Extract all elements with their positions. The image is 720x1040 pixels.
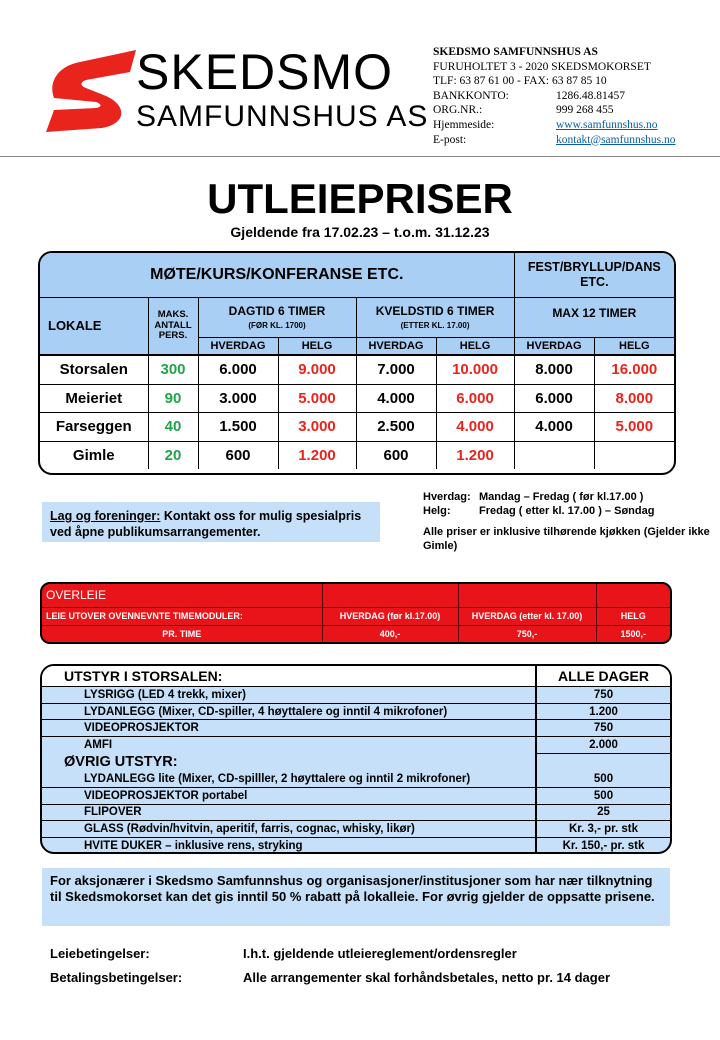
equipment-table: [40, 664, 672, 854]
table-row-gimle-name: Gimle: [40, 441, 148, 469]
equipment-item: HVITE DUKER – inklusive rens, stryking: [84, 839, 303, 852]
web-label: Hjemmeside:: [433, 118, 495, 131]
equipment-title: UTSTYR I STORSALEN:: [42, 666, 536, 687]
fest-helg-header: HELG: [594, 337, 674, 355]
equipment-item: FLIPOVER: [42, 804, 536, 821]
table-row-meieriet-name: Meieriet: [40, 384, 148, 413]
table-cell: [514, 441, 594, 469]
equipment-price: 500: [536, 771, 670, 787]
equipment-price: 2.000: [536, 737, 670, 754]
table-cell: 600: [198, 441, 278, 469]
email-label: E-post:: [433, 133, 467, 146]
kitchen-note: Alle priser er inklusive tilhørende kjøkken (Gjelder ikke Gimle): [423, 526, 710, 552]
overtime-table: [40, 582, 672, 644]
dagtid-header: [198, 297, 356, 337]
fest-hverdag-header: HVERDAG: [514, 337, 594, 355]
table-cell: [594, 441, 674, 469]
dagtid-note: (FØR KL. 1700): [248, 321, 306, 330]
page-title: UTLEIEPRISER: [207, 175, 513, 222]
overtime-value-2: 750,-: [458, 625, 596, 642]
table-cell: 4.000: [356, 384, 436, 413]
dagtid-label: DAGTID 6 TIMER: [228, 304, 326, 318]
associations-info-box: [42, 502, 380, 542]
table-row-storsalen-pers: 300: [148, 355, 198, 384]
dag-helg-header: HELG: [278, 337, 356, 355]
table-cell: 5.000: [594, 413, 674, 442]
table-cell: 3.000: [278, 413, 356, 442]
company-address: FURUHOLTET 3 - 2020 SKEDSMOKORSET: [433, 60, 651, 73]
table-cell: 6.000: [436, 384, 514, 413]
table-cell: 6.000: [514, 384, 594, 413]
hverdag-def-text: Mandag – Fredag ( før kl.17.00 ): [479, 491, 644, 503]
overtime-col-weekday-day: HVERDAG (før kl.17.00): [322, 607, 458, 625]
table-cell: 5.000: [278, 384, 356, 413]
kveldstid-label: KVELDSTID 6 TIMER: [375, 304, 495, 318]
table-cell: 1.200: [436, 441, 514, 469]
equipment-price: Kr. 150,- pr. stk: [536, 838, 670, 854]
overtime-col-weekend: HELG: [596, 607, 670, 625]
overtime-per-hour: PR. TIME: [42, 625, 322, 642]
max12-header: MAX 12 TIMER: [514, 297, 674, 337]
equipment-item: LYDANLEGG (Mixer, CD-spiller, 4 høyttalere og inntil 4 mikrofoner): [42, 703, 536, 720]
payment-terms-label: Betalingsbetingelser:: [50, 970, 183, 985]
overtime-value-1: 400,-: [322, 625, 458, 642]
table-cell: 9.000: [278, 355, 356, 384]
equipment-item: VIDEOPROSJEKTOR portabel: [42, 787, 536, 804]
rental-terms-value: I.h.t. gjeldende utleiereglement/ordensregler: [243, 946, 517, 961]
table-row-meieriet-pers: 90: [148, 384, 198, 413]
equipment-col-header: ALLE DAGER: [536, 666, 670, 687]
table-cell: 7.000: [356, 355, 436, 384]
hverdag-def-label: Hverdag:: [423, 491, 471, 503]
overtime-title: OVERLEIE: [42, 584, 322, 607]
org-label: ORG.NR.:: [433, 104, 483, 117]
table-row-farseggen-name: Farseggen: [40, 413, 148, 442]
overtime-label: LEIE UTOVER OVENNEVNTE TIMEMODULER:: [42, 607, 322, 625]
equipment-item: VIDEOPROSJEKTOR: [42, 720, 536, 737]
website-link[interactable]: www.samfunnshus.no: [556, 118, 658, 131]
bank-label: BANKKONTO:: [433, 89, 509, 102]
group-meeting-header: MØTE/KURS/KONFERANSE ETC.: [40, 253, 514, 297]
table-row-gimle-pers: 20: [148, 441, 198, 469]
max-persons-header: MAKS. ANTALL PERS.: [148, 297, 198, 355]
equipment-price: 750: [536, 720, 670, 737]
table-cell: 16.000: [594, 355, 674, 384]
header-divider: [0, 156, 720, 157]
equipment-item: LYDANLEGG lite (Mixer, CD-spilller, 2 høyttalere og inntil 2 mikrofoner): [42, 771, 536, 787]
company-name: SKEDSMO SAMFUNNSHUS AS: [433, 46, 598, 58]
equipment-price: 500: [536, 787, 670, 804]
table-row-storsalen-name: Storsalen: [40, 355, 148, 384]
equipment-price: 750: [536, 687, 670, 704]
helg-def-text: Fredag ( etter kl. 17.00 ) – Søndag: [479, 504, 655, 517]
org-value: 999 268 455: [556, 104, 614, 117]
group-party-header: FEST/BRYLLUP/DANS ETC.: [514, 253, 674, 297]
table-cell: 4.000: [436, 413, 514, 442]
equipment-item: GLASS (Rødvin/hvitvin, aperitif, farris, cognac, whisky, likør): [42, 821, 536, 838]
price-table: [38, 251, 676, 475]
overtime-col-weekday-evening: HVERDAG (etter kl. 17.00): [458, 607, 596, 625]
equipment-item: AMFI: [84, 739, 113, 752]
table-row-farseggen-pers: 40: [148, 413, 198, 442]
equipment-item: LYSRIGG (LED 4 trekk, mixer): [42, 687, 536, 704]
helg-def-label: Helg:: [423, 504, 451, 517]
overtime-value-3: 1500,-: [596, 625, 670, 642]
weekday-definitions: [423, 491, 713, 553]
contact-block: [433, 45, 718, 147]
table-cell: 1.200: [278, 441, 356, 469]
logo-text-samfunnshus: SAMFUNNSHUS AS: [136, 100, 429, 133]
kveld-hverdag-header: HVERDAG: [356, 337, 436, 355]
kveldstid-header: [356, 297, 514, 337]
lokale-header: LOKALE: [40, 297, 148, 355]
table-cell: 2.500: [356, 413, 436, 442]
kveldstid-note: (ETTER KL. 17.00): [400, 321, 470, 330]
table-cell: 6.000: [198, 355, 278, 384]
other-equipment-title: ØVRIG UTSTYR:: [64, 754, 178, 771]
payment-terms-value: Alle arrangementer skal forhåndsbetales, netto pr. 14 dager: [243, 970, 611, 985]
email-link[interactable]: kontakt@samfunnshus.no: [556, 133, 676, 146]
table-cell: 1.500: [198, 413, 278, 442]
logo-text-skedsmo: SKEDSMO: [136, 44, 394, 100]
dag-hverdag-header: HVERDAG: [198, 337, 278, 355]
equipment-price: 25: [536, 804, 670, 821]
table-cell: 10.000: [436, 355, 514, 384]
equipment-price: Kr. 3,- pr. stk: [536, 821, 670, 838]
company-phone: TLF: 63 87 61 00 - FAX: 63 87 85 10: [433, 75, 607, 88]
associations-text: Kontakt oss for mulig spesialpris ved åpne publikumsarrangementer.: [50, 509, 362, 539]
table-cell: 600: [356, 441, 436, 469]
skedsmo-logo-icon: [40, 42, 144, 132]
equipment-price: 1.200: [536, 703, 670, 720]
table-cell: 4.000: [514, 413, 594, 442]
bank-value: 1286.48.81457: [556, 89, 625, 102]
page-subtitle: Gjeldende fra 17.02.23 – t.o.m. 31.12.23: [230, 224, 490, 240]
discount-info-box: For aksjonærer i Skedsmo Samfunnshus og organisasjoner/institusjoner som har nær tilknytning til Skedsmokorset kan det gis inntil 50 % rabatt på lokalleie. For øvrig gjelder de oppsatte prisene.: [42, 868, 670, 926]
rental-terms-label: Leiebetingelser:: [50, 946, 150, 961]
associations-heading: Lag og foreninger:: [50, 509, 161, 523]
table-cell: 8.000: [514, 355, 594, 384]
kveld-helg-header: HELG: [436, 337, 514, 355]
table-cell: 8.000: [594, 384, 674, 413]
table-cell: 3.000: [198, 384, 278, 413]
